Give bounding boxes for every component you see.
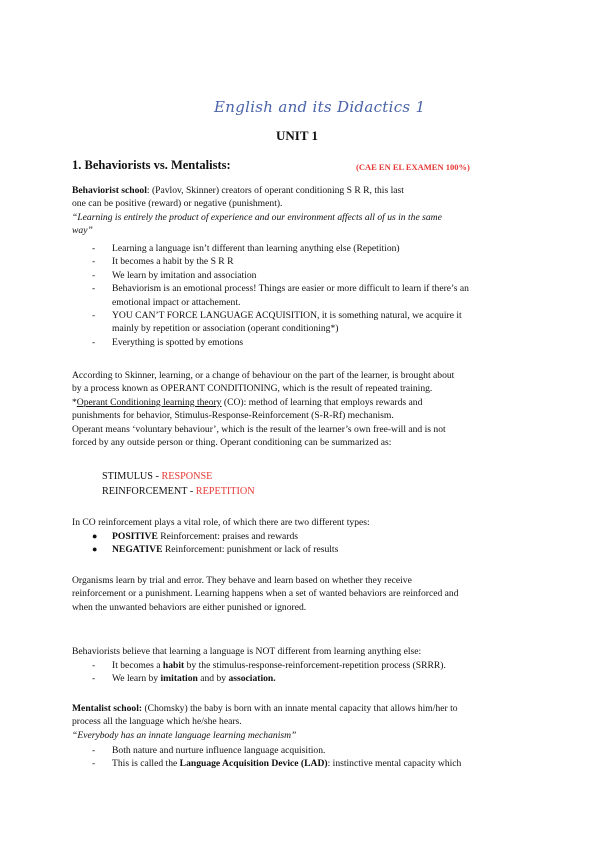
skinner-line4: punishments for behavior, Stimulus-Response-Reinforcement (S-R-Rf) mechanism. [72, 410, 394, 422]
mentalist-intro: Mentalist school: (Chomsky) the baby is born with an innate mental capacity that allows him/her to process all the language which he/she hears. “Everybody has an innate language learning mechanism” [72, 703, 458, 741]
unit-title: UNIT 1 [276, 128, 319, 143]
list-item: - YOU CAN’T FORCE LANGUAGE ACQUISITION, it is something natural, we acquire it mainly by repetition or association (operant conditioning*) [92, 310, 462, 335]
list-item: - It becomes a habit by the S R R [92, 256, 234, 268]
list-item: - This is called the Language Acquisition Device (LAD): instinctive mental capacity which [92, 758, 462, 770]
mentalist-quote: “Everybody has an innate language learning mechanism” [72, 729, 297, 741]
mentalist-list [92, 744, 461, 771]
section-title: 1. Behaviorists vs. Mentalists: [72, 158, 231, 172]
organisms-paragraph: Organisms learn by trial and error. They behave and learn based on whether they receive reinforcement or a punishment. Learning happens when a set of wanted behaviors are reinforced and when the unwanted behaviors are either punished or ignored. [72, 575, 459, 613]
list-item: - We learn by imitation and association [92, 269, 257, 281]
list-item: ● POSITIVE Reinforcement: praises and rewards [92, 531, 298, 542]
skinner-line1: According to Skinner, learning, or a change of behaviour on the part of the learner, is brought about [72, 370, 455, 381]
oct-label: Operant Conditioning learning theory [76, 396, 222, 408]
skinner-paragraph: According to Skinner, learning, or a change of behaviour on the part of the learner, is brought about by a process known as OPERANT CONDITIONING, which is the result of repeated training. *Operant Conditioning learning theory (CO): method of learning that employs rewards and punishments for behavior, Stimulus-Response-Reinforcement (S-R-Rf) mechanism. Operant means ‘voluntary behaviour’, which is the result of the learner’s own free-will and is not forced by any outside person or thing. Operant conditioning can be summarized as: [72, 370, 455, 449]
list-item: ● NEGATIVE Reinforcement: punishment or lack of results [92, 544, 339, 556]
response-label: RESPONSE [161, 471, 213, 482]
list-item: - It becomes a habit by the stimulus-response-reinforcement-repetition process (SRRR). [92, 660, 446, 671]
list-item: - Learning a language isn’t different than learning anything else (Repetition) [92, 243, 400, 254]
repetition-label: REPETITION [195, 485, 255, 497]
reinforcement-list [92, 530, 338, 557]
behaviorist-beliefs-intro: Behaviorists believe that learning a language is NOT different from learning anything else: [72, 646, 422, 657]
exam-note: (CAE EN EL EXAMEN 100%) [356, 162, 470, 172]
list-item: - Everything is spotted by emotions [92, 336, 244, 348]
behaviorist-intro-line2: one can be positive (reward) or negative (punishment). [72, 198, 283, 210]
behaviorist-label: Behaviorist school [72, 185, 147, 196]
behaviorist-intro-text: : (Pavlov, Skinner) creators of operant conditioning S R R, this last [146, 185, 404, 196]
skinner-line6: forced by any outside person or thing. Operant conditioning can be summarized as: [72, 437, 392, 449]
behaviorist-intro [72, 184, 442, 238]
behaviorist-list [92, 242, 469, 349]
list-item: - We learn by imitation and by association. [92, 673, 276, 685]
mentalist-label: Mentalist school: [72, 703, 143, 714]
behaviorist-quote-line1: “Learning is entirely the product of experience and our environment affects all of us in the same [72, 211, 442, 223]
beliefs-list [92, 659, 446, 686]
reinforcement-intro: In CO reinforcement plays a vital role, of which there are two different types: [72, 517, 370, 528]
list-item: - Both nature and nurture influence language acquisition. [92, 745, 326, 756]
behaviorist-quote-line2: way” [72, 225, 93, 237]
skinner-line2: by a process known as OPERANT CONDITIONING, which is the result of repeated training. [72, 383, 433, 395]
operant-summary: STIMULUS - RESPONSE REINFORCEMENT - REPETITION [102, 471, 255, 497]
handwritten-header: English and its Didactics 1 [214, 98, 426, 116]
skinner-line5: Operant means ‘voluntary behaviour’, which is the result of the learner’s own free-will and is not [72, 423, 446, 435]
list-item: - Behaviorism is an emotional process! Things are easier or more difficult to learn if there’s an emotional impact or attachement. [92, 283, 469, 308]
